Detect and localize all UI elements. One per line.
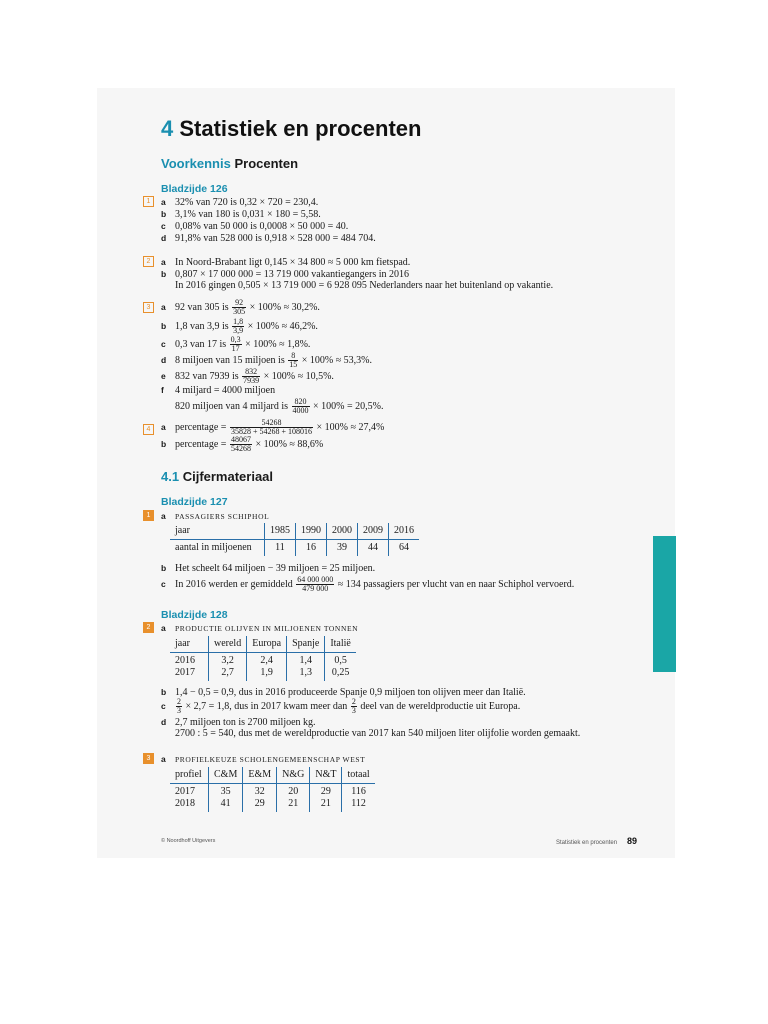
table-row: jaar 1985 1990 2000 2009 2016 — [170, 523, 419, 540]
q3-a: a 92 van 305 is $\frac{92}{305}$ × 100% ≈ 30,2%. — [161, 298, 320, 316]
question-number-1: 1 — [143, 196, 154, 207]
q4-a: a percentage = $\frac{54268}{35828 + 54268 + 108016}$ × 100% ≈ 27,4% — [161, 418, 385, 436]
q2-b: b 0,807 × 17 000 000 = 13 719 000 vakantiegangers in 2016 — [161, 269, 410, 280]
q4-b: b percentage = $\frac{48067}{54268}$ × 100% ≈ 88,6% — [161, 435, 324, 453]
e3-a: a PROFIELKEUZE SCHOLENGEMEENSCHAP WEST — [161, 754, 366, 764]
footer-copyright: © Noordhoff Uitgevers — [161, 838, 216, 844]
table-row: 2016 3,2 2,4 1,4 0,5 — [170, 653, 356, 668]
question-number-2: 2 — [143, 256, 154, 267]
fraction: $\frac{48067}{54268}$ — [230, 435, 251, 453]
fraction: $\frac{2}{3}$ — [177, 697, 181, 715]
fraction: $\frac{1,8}{3,9}$ — [233, 317, 244, 335]
q1-d: d 91,8% van 528 000 is 0,918 × 528 000 = 484 704. — [161, 233, 376, 244]
exercise-number-1: 1 — [143, 510, 154, 521]
e2-c: c $\frac{2}{3}$ × 2,7 = 1,8, dus in 2017 kwam meer dan $\frac{2}{3}$ deel van de wereldproductie uit Europa. — [161, 697, 521, 715]
e2-a: a PRODUCTIE OLIJVEN IN MILJOENEN TONNEN — [161, 623, 359, 633]
page-ref-126: Bladzijde 126 — [161, 183, 228, 195]
fraction: $\frac{64 000 000}{479 000}$ — [297, 575, 334, 593]
page-ref-128: Bladzijde 128 — [161, 609, 228, 621]
e2-b: b 1,4 − 0,5 = 0,9, dus in 2016 produceerde Spanje 0,9 miljoen ton olijven meer dan Italië. — [161, 687, 526, 698]
e1-b: b Het scheelt 64 miljoen − 39 miljoen = 25 miljoen. — [161, 563, 376, 574]
fraction: $\frac{54268}{35828 + 54268 + 108016}$ — [230, 418, 312, 436]
fraction: $\frac{820}{4000}$ — [292, 397, 309, 415]
q1-b: b 3,1% van 180 is 0,031 × 180 = 5,58. — [161, 209, 321, 220]
schiphol-table — [170, 523, 419, 556]
q2-a: a In Noord-Brabant ligt 0,145 × 34 800 ≈ 5 000 km fietspad. — [161, 257, 411, 268]
table-row: 2018 41 29 21 21 112 — [170, 798, 375, 812]
table-row: 2017 35 32 20 29 116 — [170, 784, 375, 799]
page-ref-127: Bladzijde 127 — [161, 496, 228, 508]
exercise-number-2: 2 — [143, 622, 154, 633]
q3-c: c 0,3 van 17 is $\frac{0,3}{17}$ × 100% ≈ 1,8%. — [161, 335, 311, 353]
q3-f-line2: 820 miljoen van 4 miljard is $\frac{820}{4000}$ × 100% = 20,5%. — [175, 397, 384, 415]
e1-c: c In 2016 werden er gemiddeld $\frac{64 000 000}{479 000}$ ≈ 134 passagiers per vlucht van en naar Schiphol vervoerd. — [161, 575, 575, 593]
question-number-4: 4 — [143, 424, 154, 435]
fraction: $\frac{92}{305}$ — [233, 298, 246, 316]
q1-a: a 32% van 720 is 0,32 × 720 = 230,4. — [161, 197, 319, 208]
e1-a: a PASSAGIERS SCHIPHOL — [161, 511, 270, 521]
fraction: $\frac{832}{7939}$ — [243, 367, 260, 385]
table-row: profiel C&M E&M N&G N&T totaal — [170, 767, 375, 784]
fraction: $\frac{0,3}{17}$ — [230, 335, 241, 353]
fraction: $\frac{8}{15}$ — [289, 351, 298, 369]
q3-e: e 832 van 7939 is $\frac{832}{7939}$ × 100% ≈ 10,5%. — [161, 367, 334, 385]
exercise-number-3: 3 — [143, 753, 154, 764]
section-heading-4-1: 4.1 Cijfermateriaal — [161, 469, 274, 484]
olijven-table — [170, 636, 356, 681]
q2-b-line2: In 2016 gingen 0,505 × 13 719 000 = 6 928 095 Nederlanders naar het buitenland op vakantie. — [175, 280, 554, 291]
table-row: aantal in miljoenen 11 16 39 44 64 — [170, 540, 419, 557]
q3-f: f 4 miljard = 4000 miljoen — [161, 385, 276, 396]
e2-d-line2: 2700 : 5 = 540, dus met de wereldproductie van 2017 kan 540 miljoen liter olijfolie worden gemaakt. — [175, 728, 581, 739]
profielkeuze-table — [170, 767, 375, 812]
q1-c: c 0,08% van 50 000 is 0,0008 × 50 000 = 40. — [161, 221, 349, 232]
question-number-3: 3 — [143, 302, 154, 313]
q3-d: d 8 miljoen van 15 miljoen is $\frac{8}{15}$ × 100% ≈ 53,3%. — [161, 351, 373, 369]
q3-b: b 1,8 van 3,9 is $\frac{1,8}{3,9}$ × 100% ≈ 46,2%. — [161, 317, 318, 335]
e2-d: d 2,7 miljoen ton is 2700 miljoen kg. — [161, 717, 316, 728]
chapter-tab-marker — [653, 536, 676, 672]
page-number: 89 — [627, 836, 638, 846]
table-row: jaar wereld Europa Spanje Italië — [170, 636, 356, 653]
chapter-title: 4 Statistiek en procenten — [161, 116, 422, 141]
table-row: 2017 2,7 1,9 1,3 0,25 — [170, 667, 356, 681]
voorkennis-heading: Voorkennis Procenten — [161, 156, 299, 171]
fraction: $\frac{2}{3}$ — [351, 697, 356, 715]
footer-chapter: Statistiek en procenten 89 — [556, 836, 638, 846]
